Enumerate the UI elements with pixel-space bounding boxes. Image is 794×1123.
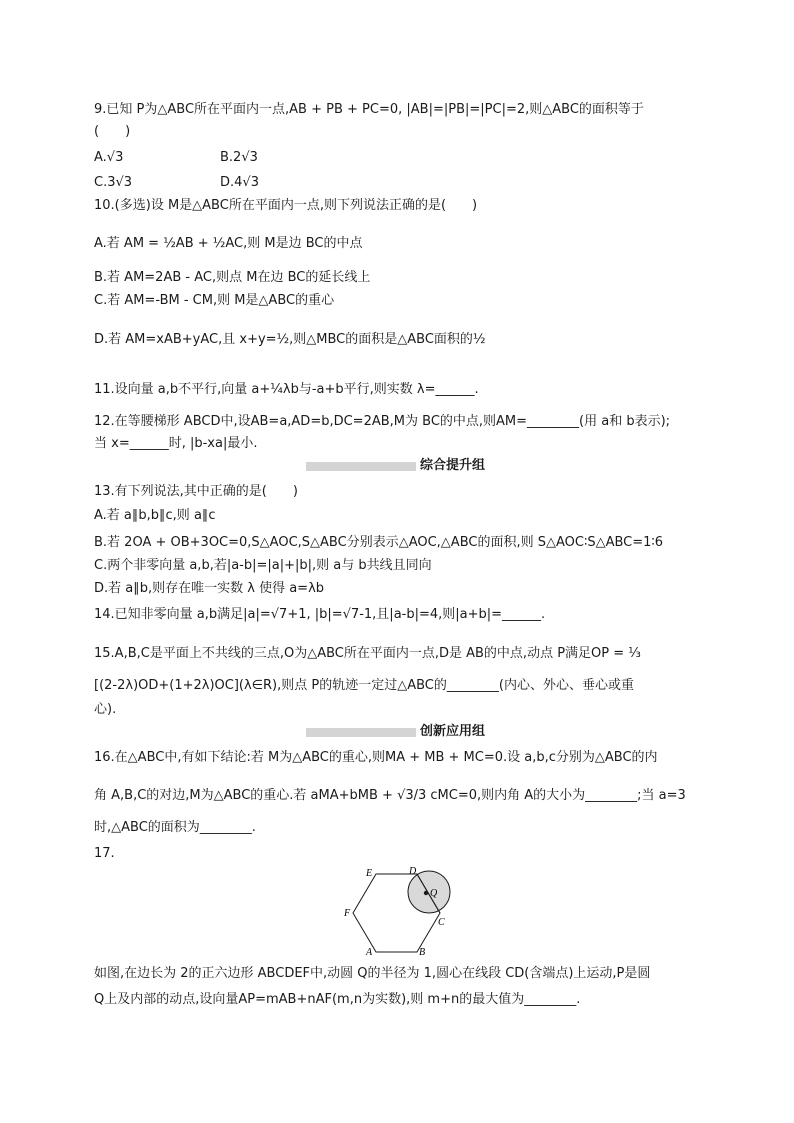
question-9-option-a: A.√3 xyxy=(94,150,124,165)
question-10-option-d: D.若 AM=xAB+yAC,且 x+y=½,则△MBC的面积是△ABC面积的½ xyxy=(94,332,486,347)
label-c: C xyxy=(438,917,445,928)
section-title-innovation: 创新应用组 xyxy=(420,724,486,739)
question-17-number: 17. xyxy=(94,846,115,861)
question-9-option-b: B.2√3 xyxy=(220,150,258,165)
question-13-option-a: A.若 a∥b,b∥c,则 a∥c xyxy=(94,508,216,523)
question-13-option-b: B.若 2OA + OB+3OC=0,S△AOC,S△ABC分别表示△AOC,△ABC的面积,则 S△AOC∶S△ABC=1∶6 xyxy=(94,535,664,550)
question-9-line1: 9.已知 P为△ABC所在平面内一点,AB + PB + PC=0, |AB|=|PB|=|PC|=2,则△ABC的面积等于 xyxy=(94,102,644,117)
question-10-option-a: A.若 AM = ½AB + ½AC,则 M是边 BC的中点 xyxy=(94,236,363,251)
question-15-line3: 心). xyxy=(94,702,117,717)
label-d: D xyxy=(409,866,417,877)
question-13-stem: 13.有下列说法,其中正确的是( ) xyxy=(94,484,298,499)
hexagon-figure xyxy=(340,862,470,958)
question-13-option-c: C.两个非零向量 a,b,若|a-b|=|a|+|b|,则 a与 b共线且同向 xyxy=(94,558,432,573)
question-17-line2: Q上及内部的动点,设向量AP=mAB+nAF(m,n为实数),则 m+n的最大值为________. xyxy=(94,992,581,1007)
question-11-stem: 11.设向量 a,b不平行,向量 a+¼λb与-a+b平行,则实数 λ=______. xyxy=(94,382,479,397)
question-9-option-d: D.4√3 xyxy=(220,175,259,190)
question-16-line1: 16.在△ABC中,有如下结论:若 M为△ABC的重心,则MA + MB + MC=0.设 a,b,c分别为△ABC的内 xyxy=(94,750,658,765)
question-12-line1: 12.在等腰梯形 ABCD中,设AB=a,AD=b,DC=2AB,M为 BC的中点,则AM=________(用 a和 b表示); xyxy=(94,414,671,429)
circle-q xyxy=(408,871,450,913)
label-b: B xyxy=(419,947,426,958)
question-12-line2: 当 x=______时, |b-xa|最小. xyxy=(94,436,258,451)
label-q: Q xyxy=(430,888,438,899)
question-10-option-b: B.若 AM=2AB - AC,则点 M在边 BC的延长线上 xyxy=(94,270,371,285)
question-14-stem: 14.已知非零向量 a,b满足|a|=√7+1, |b|=√7-1,且|a-b|=4,则|a+b|=______. xyxy=(94,607,546,622)
question-15-line2: [(2-2λ)OD+(1+2λ)OC](λ∈R),则点 P的轨迹一定过△ABC的________(内心、外心、垂心或重 xyxy=(94,678,634,693)
question-17-line1: 如图,在边长为 2的正六边形 ABCDEF中,动圆 Q的半径为 1,圆心在线段 CD(含端点)上运动,P是圆 xyxy=(94,966,651,981)
section-bar-innovation xyxy=(306,728,416,737)
label-f: F xyxy=(344,908,351,919)
question-15-line1: 15.A,B,C是平面上不共线的三点,O为△ABC所在平面内一点,D是 AB的中点,动点 P满足OP = ⅓ xyxy=(94,646,641,661)
question-9-option-c: C.3√3 xyxy=(94,175,133,190)
section-title-comprehensive: 综合提升组 xyxy=(420,458,486,473)
question-10-stem: 10.(多选)设 M是△ABC所在平面内一点,则下列说法正确的是( ) xyxy=(94,198,478,213)
section-bar-comprehensive xyxy=(306,462,416,471)
question-16-line2: 角 A,B,C的对边,M为△ABC的重心.若 aMA+bMB + √3/3 cMC=0,则内角 A的大小为________;当 a=3 xyxy=(94,788,686,803)
question-9-paren: ( ) xyxy=(94,124,131,139)
point-q xyxy=(424,891,428,895)
question-13-option-d: D.若 a∥b,则存在唯一实数 λ 使得 a=λb xyxy=(94,581,325,596)
question-10-option-c: C.若 AM=-BM - CM,则 M是△ABC的重心 xyxy=(94,293,335,308)
question-16-line3: 时,△ABC的面积为________. xyxy=(94,820,256,835)
label-a: A xyxy=(366,947,373,958)
label-e: E xyxy=(366,868,373,879)
